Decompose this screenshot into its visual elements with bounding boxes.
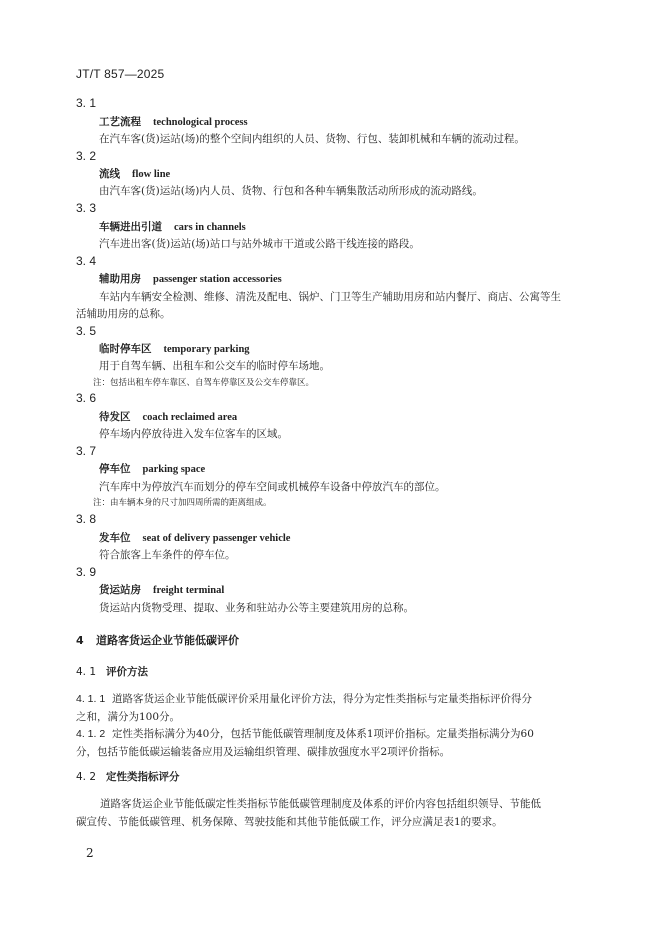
term-note: 注：包括出租车停车靠区、自驾车停靠区及公交车停靠区。 xyxy=(93,378,315,388)
term-zh: 工艺流程 xyxy=(99,116,141,128)
term-title xyxy=(99,114,248,129)
term-definition: 符合旅客上车条件的停车位。 xyxy=(99,549,236,561)
term-number: 3. 2 xyxy=(76,149,97,163)
term-definition: 由汽车客(货)运站(场)内人员、货物、行包和各种车辆集散活动所形成的流动路线。 xyxy=(99,185,483,197)
term-number: 3. 4 xyxy=(76,254,97,268)
clause-text-line1: 道路客货运企业节能低碳评价采用量化评价方法，得分为定性类指标与定量类指标评价得分 xyxy=(112,693,532,705)
term-en: passenger station accessories xyxy=(153,274,282,285)
clause-text-line1: 道路客货运企业节能低碳定性类指标节能低碳管理制度及体系的评价内容包括组织领导、节能低 xyxy=(100,798,541,810)
clause-text-line2: 之和，满分为100分。 xyxy=(76,711,181,723)
clause-text-line2: 分，包括节能低碳运输装备应用及运输组织管理、碳排放强度水平2项评价指标。 xyxy=(76,746,451,758)
term-number: 3. 9 xyxy=(76,565,97,579)
section-heading xyxy=(76,632,239,648)
term-definition: 在汽车客(货)运站(场)的整个空间内组织的人员、货物、行包、装卸机械和车辆的流动过程。 xyxy=(99,133,525,145)
subsection-title: 定性类指标评分 xyxy=(106,771,180,783)
term-number: 3. 5 xyxy=(76,324,97,338)
term-zh: 发车位 xyxy=(99,532,131,544)
subsection-title: 评价方法 xyxy=(106,666,148,678)
term-number: 3. 3 xyxy=(76,201,97,215)
term-en: freight terminal xyxy=(153,585,225,596)
term-en: coach reclaimed area xyxy=(142,412,238,423)
section-number: 4 xyxy=(76,634,84,647)
term-definition: 汽车库中为停放汽车而划分的停车空间或机械停车设备中停放汽车的部位。 xyxy=(99,481,446,493)
term-zh: 货运站房 xyxy=(99,584,141,596)
term-number: 3. 6 xyxy=(76,391,97,405)
term-number: 3. 7 xyxy=(76,444,97,458)
term-title xyxy=(99,409,237,424)
term-title xyxy=(99,271,282,286)
term-title xyxy=(99,219,246,234)
term-title xyxy=(99,461,205,476)
subsection-heading xyxy=(76,664,148,679)
term-zh: 停车位 xyxy=(99,463,131,475)
term-en: parking space xyxy=(142,464,206,475)
term-zh: 待发区 xyxy=(99,411,131,423)
term-en: cars in channels xyxy=(174,222,246,233)
term-definition: 汽车进出客(货)运站(场)站口与站外城市干道或公路干线连接的路段。 xyxy=(99,238,420,250)
page-number: 2 xyxy=(86,846,94,860)
term-note: 注：由车辆本身的尺寸加四周所需的距离组成。 xyxy=(93,498,272,508)
subsection-number: 4. 1 xyxy=(76,666,97,678)
term-zh: 车辆进出引道 xyxy=(99,221,162,233)
term-number: 3. 1 xyxy=(76,96,97,110)
term-zh: 临时停车区 xyxy=(99,343,152,355)
term-definition: 货运站内货物受理、提取、业务和驻站办公等主要建筑用房的总称。 xyxy=(99,602,414,614)
term-definition: 车站内车辆安全检测、维修、清洗及配电、锅炉、门卫等生产辅助用房和站内餐厅、商店、公寓等生 xyxy=(99,291,561,303)
section-title: 道路客货运企业节能低碳评价 xyxy=(96,634,239,647)
clause-4-1-1 xyxy=(76,690,588,726)
term-zh: 辅助用房 xyxy=(99,273,141,285)
term-en: temporary parking xyxy=(163,344,250,355)
term-title xyxy=(99,530,290,545)
subsection-heading xyxy=(76,769,180,784)
term-definition: 停车场内停放待进入发车位客车的区域。 xyxy=(99,428,288,440)
term-definition: 用于自驾车辆、出租车和公交车的临时停车场地。 xyxy=(99,360,330,372)
term-number: 3. 8 xyxy=(76,512,97,526)
term-definition-continued: 活辅助用房的总称。 xyxy=(76,308,171,320)
term-title xyxy=(99,166,170,181)
term-title xyxy=(99,582,224,597)
clause-4-1-2 xyxy=(76,725,588,761)
term-title xyxy=(99,341,250,356)
term-en: technological process xyxy=(153,117,248,128)
term-zh: 流线 xyxy=(99,168,120,180)
term-en: flow line xyxy=(132,169,171,180)
clause-number: 4. 1. 1 xyxy=(76,693,106,705)
clause-text-line1: 定性类指标满分为40分，包括节能低碳管理制度及体系1项评价指标。定量类指标满分为60 xyxy=(112,728,534,740)
document-header: JT/T 857—2025 xyxy=(76,67,165,81)
subsection-number: 4. 2 xyxy=(76,771,97,783)
clause-text-line2: 碳宣传、节能低碳管理、机务保障、驾驶技能和其他节能低碳工作，评分应满足表1的要求。 xyxy=(76,816,503,828)
clause-number: 4. 1. 2 xyxy=(76,728,106,740)
clause-4-2 xyxy=(76,795,588,831)
term-en: seat of delivery passenger vehicle xyxy=(142,533,291,544)
